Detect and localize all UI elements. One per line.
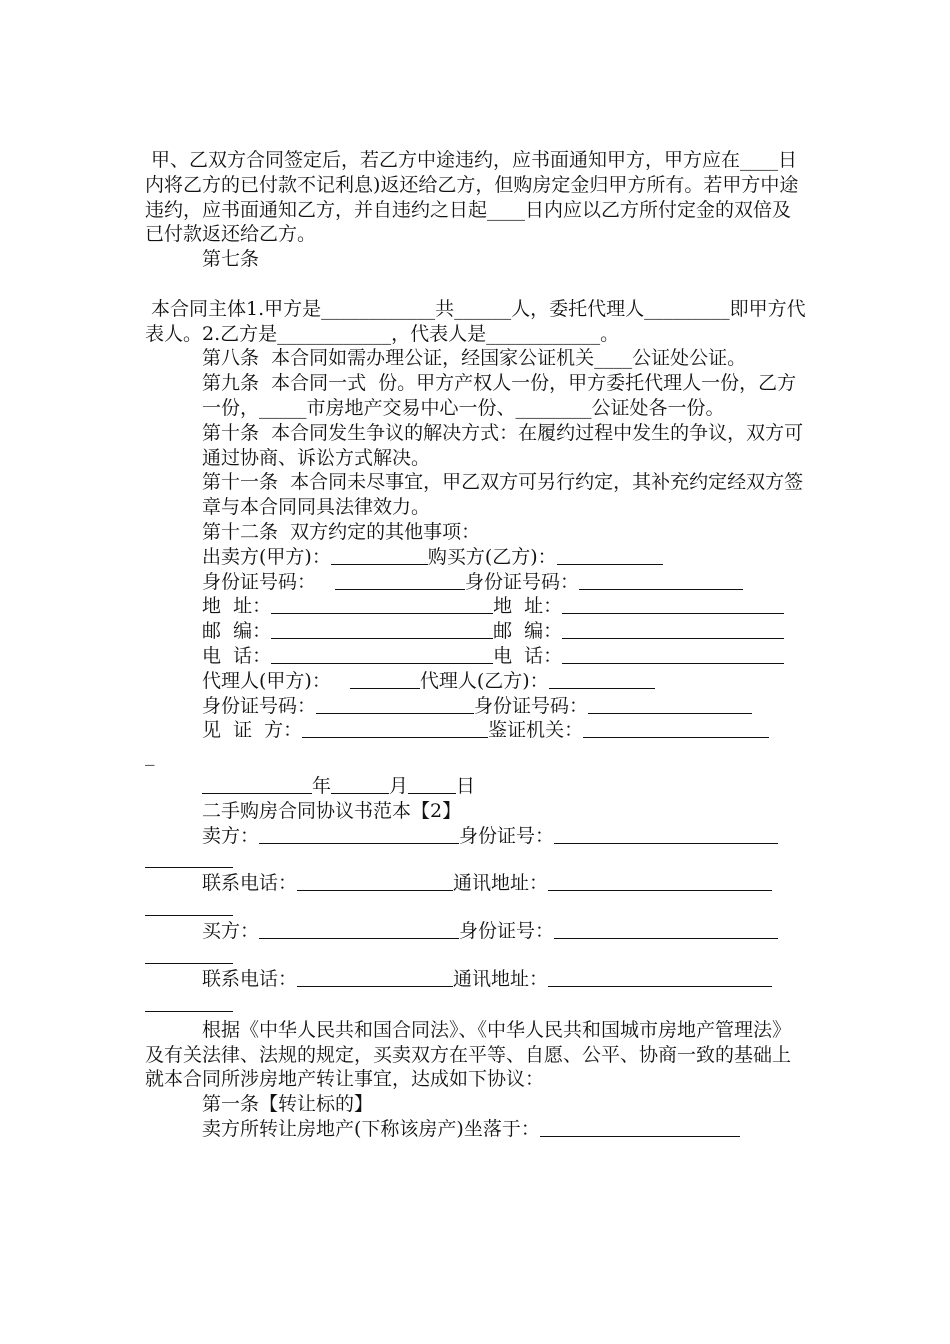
buyer-label-2: 买方：: [202, 920, 260, 943]
buyer-id-blank-cont: [145, 944, 233, 964]
signature-row-postcode: [145, 619, 807, 644]
signature-row-witness: [145, 718, 807, 743]
year-blank: [202, 774, 312, 794]
signature-row-agent-id: [145, 694, 807, 719]
agent-id-blank-a: [316, 694, 474, 714]
buyer-row: [145, 919, 807, 944]
article-11: 第十一条 本合同未尽事宜，甲乙双方可另行约定，其补充约定经双方签章与本合同同具法律效力。: [202, 471, 804, 519]
witness-blank: [302, 718, 488, 738]
breach-clause: 甲、乙双方合同签定后，若乙方中途违约，应书面通知甲方，甲方应在____日内将乙方的已付款不记利息)返还给乙方，但购房定金归甲方所有。若甲方中途违约，应书面通知乙方，并自违约之日起____日内应以乙方所付定金的双倍及已付款返还给乙方。: [145, 149, 799, 246]
buyer-name-blank: [259, 919, 459, 939]
seller-address-label: 通讯地址：: [453, 872, 549, 895]
overflow-line: [145, 848, 807, 868]
phone-blank-b: [562, 644, 784, 664]
phone-label-a: 电 话：: [202, 644, 272, 667]
agent-id-label-b: 身份证号码：: [474, 694, 589, 717]
article-9: 第九条 本合同一式 份。甲方产权人一份，甲方委托代理人一份，乙方一份，_____市房地产交易中心一份、________公证处各一份。: [202, 372, 797, 419]
article-1-heading: 第一条【转让标的】: [202, 1093, 374, 1116]
buyer-phone-label: 联系电话：: [202, 967, 298, 990]
stray-underscore: _: [145, 744, 155, 767]
phone-label-b: 电 话：: [493, 644, 563, 667]
phone-blank-a: [271, 644, 493, 664]
seller-address-blank-cont: [145, 896, 233, 916]
overflow-line: [145, 992, 807, 1012]
agent-blank-b: [549, 669, 655, 689]
agent-id-label-a: 身份证号码：: [202, 694, 317, 717]
address-label-b: 地 址：: [493, 595, 563, 618]
address-blank-a: [271, 594, 493, 614]
id-blank-a: [335, 570, 465, 590]
article-7-body: 本合同主体1.甲方是____________共______人，委托代理人_________即甲方代表人。2.乙方是____________，代表人是____________。: [145, 297, 806, 345]
buyer-label: 购买方(乙方)：: [427, 545, 557, 568]
notary-blank: [583, 718, 769, 738]
buyer-address-blank: [548, 967, 772, 987]
date-row: [145, 774, 807, 799]
seller-contact-row: [145, 871, 807, 896]
postcode-blank-a: [271, 619, 493, 639]
article-1-body-row: [145, 1117, 807, 1142]
article-7-heading: 第七条: [202, 248, 260, 271]
seller-label: 出卖方(甲方)：: [202, 545, 331, 568]
article-1-body: 卖方所转让房地产(下称该房产)坐落于：: [202, 1117, 540, 1140]
address-label-a: 地 址：: [202, 595, 272, 618]
agent-label-a: 代理人(甲方)：: [202, 669, 331, 692]
month-blank: [331, 774, 389, 794]
id-label-a: 身份证号码：: [202, 570, 317, 593]
month-label: 月: [389, 774, 409, 797]
day-label: 日: [456, 774, 476, 797]
agent-label-b: 代理人(乙方)：: [419, 669, 549, 692]
intro-paragraph: 根据《中华人民共和国合同法》、《中华人民共和国城市房地产管理法》及有关法律、法规的规定，买卖双方在平等、自愿、公平、协商一致的基础上就本合同所涉房地产转让事宜，达成如下协议：: [145, 1018, 792, 1091]
agent-id-blank-b: [588, 694, 752, 714]
article-12: 第十二条 双方约定的其他事项：: [202, 520, 481, 543]
seller-address-blank: [548, 871, 772, 891]
seller-blank: [331, 545, 428, 565]
article-8: 第八条 本合同如需办理公证，经国家公证机关____公证处公证。: [202, 347, 747, 370]
postcode-blank-b: [562, 619, 784, 639]
seller-label-2: 卖方：: [202, 824, 260, 847]
id-label-b: 身份证号码：: [465, 570, 580, 593]
blank-line: [145, 272, 807, 297]
buyer-blank: [557, 545, 663, 565]
postcode-label-a: 邮 编：: [202, 620, 272, 643]
seller-id-blank-cont: [145, 848, 233, 868]
contract-2-title: 二手购房合同协议书范本【2】: [202, 799, 462, 822]
buyer-address-blank-cont: [145, 992, 233, 1012]
id-blank-b: [579, 570, 743, 590]
signature-row-parties: [145, 545, 807, 570]
signature-row-id: [145, 570, 807, 595]
seller-row: [145, 824, 807, 849]
address-blank-b: [562, 594, 784, 614]
article-10: 第十条 本合同发生争议的解决方式：在履约过程中发生的争议，双方可通过协商、诉讼方式解决。: [202, 421, 804, 469]
signature-row-phone: [145, 644, 807, 669]
overflow-line: [145, 944, 807, 964]
agent-blank-a: [350, 669, 420, 689]
day-blank: [408, 774, 456, 794]
notary-label: 鉴证机关：: [488, 719, 584, 742]
seller-phone-label: 联系电话：: [202, 872, 298, 895]
seller-id-label: 身份证号：: [459, 824, 555, 847]
postcode-label-b: 邮 编：: [493, 620, 563, 643]
seller-id-blank: [554, 824, 778, 844]
overflow-line: [145, 896, 807, 916]
buyer-phone-blank: [297, 967, 453, 987]
signature-row-agents: [145, 669, 807, 694]
witness-label: 见 证 方：: [202, 719, 303, 742]
year-label: 年: [312, 774, 332, 797]
buyer-address-label: 通讯地址：: [453, 967, 549, 990]
seller-phone-blank: [297, 871, 453, 891]
buyer-id-label: 身份证号：: [459, 920, 555, 943]
property-location-blank: [540, 1117, 740, 1137]
buyer-id-blank: [554, 919, 778, 939]
buyer-contact-row: [145, 967, 807, 992]
signature-row-address: [145, 594, 807, 619]
seller-name-blank: [259, 824, 459, 844]
document-page: [145, 148, 807, 1142]
